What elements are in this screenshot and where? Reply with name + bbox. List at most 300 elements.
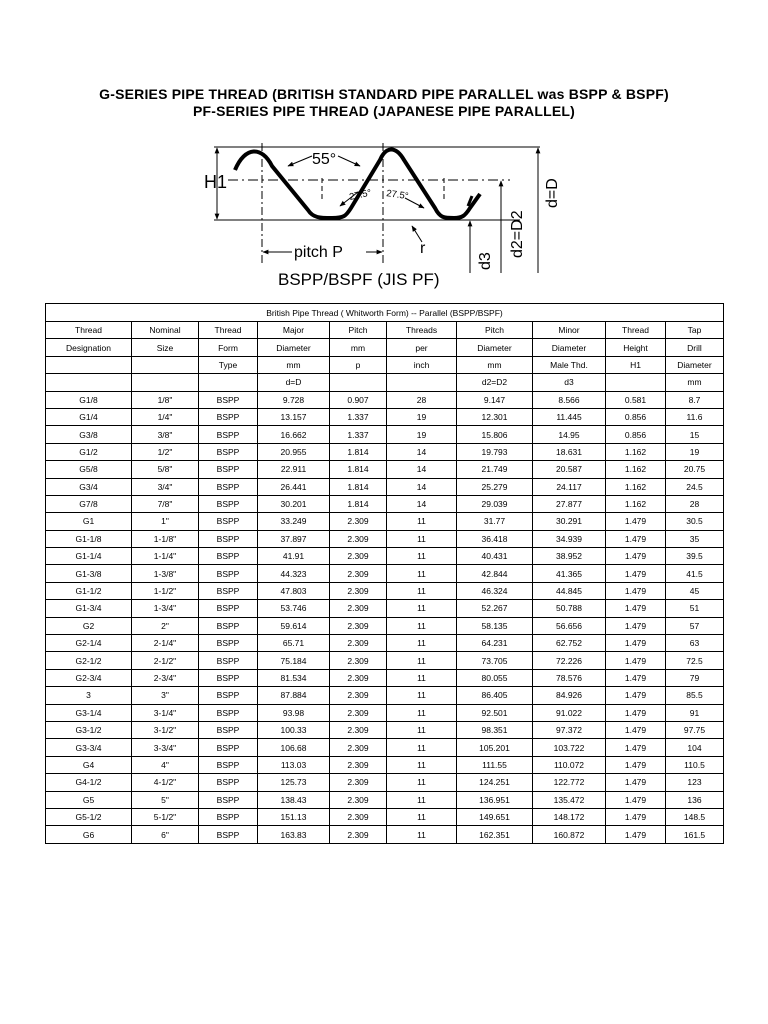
table-cell: 11 [387,600,457,617]
table-cell: 11.445 [533,408,606,425]
table-cell: 1.479 [606,808,666,825]
table-cell: 1.814 [330,478,387,495]
table-header-cell: mm [258,356,330,373]
table-header-cell: Pitch [457,322,533,339]
table-cell: BSPP [199,408,258,425]
table-cell: G3-3/4 [46,739,132,756]
table-cell: 37.897 [258,530,330,547]
pitch-label: pitch P [294,244,343,261]
table-cell: 53.746 [258,600,330,617]
table-header-cell [387,374,457,391]
table-cell: G2 [46,617,132,634]
table-cell: 30.5 [666,513,724,530]
table-row [46,391,724,408]
table-header-row [46,374,724,391]
table-cell: 19 [666,443,724,460]
table-header-cell [132,374,199,391]
table-cell: 8.566 [533,391,606,408]
table-cell: BSPP [199,582,258,599]
table-cell: 149.651 [457,808,533,825]
table-row [46,704,724,721]
table-cell: 64.231 [457,635,533,652]
table-cell: 125.73 [258,774,330,791]
table-cell: 1.479 [606,774,666,791]
table-row [46,739,724,756]
table-cell: BSPP [199,565,258,582]
document-titles [0,86,768,120]
table-cell: 22.911 [258,461,330,478]
table-cell: 11 [387,565,457,582]
table-cell: G1-1/2 [46,582,132,599]
table-cell: 14 [387,443,457,460]
table-row [46,495,724,512]
table-cell: G1-3/8 [46,565,132,582]
table-cell: 14 [387,461,457,478]
table-cell: 33.249 [258,513,330,530]
table-cell: G4 [46,756,132,773]
table-cell: 13.157 [258,408,330,425]
table-cell: 1.479 [606,513,666,530]
table-cell: 1.479 [606,565,666,582]
table-cell: 30.291 [533,513,606,530]
table-header-cell: Diameter [258,339,330,356]
table-cell: 21.749 [457,461,533,478]
table-cell: 1.479 [606,669,666,686]
table-cell: G7/8 [46,495,132,512]
table-cell: BSPP [199,756,258,773]
table-cell: G1-1/8 [46,530,132,547]
table-cell: 2.309 [330,704,387,721]
table-cell: 2-3/4" [132,669,199,686]
table-cell: G2-1/4 [46,635,132,652]
table-cell: 0.856 [606,408,666,425]
table-cell: 25.279 [457,478,533,495]
table-cell: BSPP [199,530,258,547]
table-cell: 2.309 [330,635,387,652]
table-row [46,443,724,460]
table-cell: BSPP [199,548,258,565]
table-cell: 3-1/2" [132,721,199,738]
table-cell: 19 [387,408,457,425]
table-cell: 85.5 [666,687,724,704]
table-cell: 1-1/8" [132,530,199,547]
table-cell: 1.814 [330,495,387,512]
table-cell: 103.722 [533,739,606,756]
table-cell: 1-1/4" [132,548,199,565]
table-cell: 2.309 [330,652,387,669]
table-cell: 11 [387,756,457,773]
table-cell: 59.614 [258,617,330,634]
table-cell: 151.13 [258,808,330,825]
table-row [46,617,724,634]
table-header-cell: Drill [666,339,724,356]
table-cell: 8.7 [666,391,724,408]
table-cell: G2-1/2 [46,652,132,669]
table-cell: BSPP [199,791,258,808]
table-cell: BSPP [199,617,258,634]
table-cell: 2.309 [330,774,387,791]
table-cell: 14 [387,495,457,512]
table-cell: 4-1/2" [132,774,199,791]
table-cell: 11 [387,791,457,808]
table-cell: 97.75 [666,721,724,738]
table-cell: 1.479 [606,687,666,704]
table-header-cell: Threads [387,322,457,339]
table-cell: 5/8" [132,461,199,478]
table-cell: 2.309 [330,530,387,547]
table-cell: 0.856 [606,426,666,443]
table-cell: 20.75 [666,461,724,478]
table-row [46,408,724,425]
table-header-row [46,339,724,356]
table-cell: BSPP [199,826,258,843]
table-cell: 92.501 [457,704,533,721]
table-cell: 3" [132,687,199,704]
table-cell: 50.788 [533,600,606,617]
table-cell: BSPP [199,426,258,443]
thread-profile-line [235,150,480,219]
table-cell: 78.576 [533,669,606,686]
table-cell: 113.03 [258,756,330,773]
table-cell: BSPP [199,669,258,686]
table-cell: 27.877 [533,495,606,512]
table-cell: 1/8" [132,391,199,408]
table-cell: 79 [666,669,724,686]
table-cell: 2.309 [330,808,387,825]
table-cell: 1.479 [606,704,666,721]
table-cell: 42.844 [457,565,533,582]
table-cell: BSPP [199,739,258,756]
table-cell: 26.441 [258,478,330,495]
table-cell: 29.039 [457,495,533,512]
table-header-cell: Thread [199,322,258,339]
table-cell: BSPP [199,600,258,617]
table-cell: G3-1/4 [46,704,132,721]
half-angle-right-label: 27.5° [385,188,410,203]
table-cell: 1.814 [330,461,387,478]
table-cell: 9.728 [258,391,330,408]
table-cell: 44.845 [533,582,606,599]
table-row [46,565,724,582]
table-cell: G1-3/4 [46,600,132,617]
d3-label: d3 [477,252,494,270]
table-cell: BSPP [199,461,258,478]
table-cell: 2.309 [330,669,387,686]
table-cell: 3/8" [132,426,199,443]
table-cell: 1.479 [606,617,666,634]
table-cell: 11 [387,739,457,756]
table-cell: G5-1/2 [46,808,132,825]
table-cell: 11 [387,669,457,686]
table-cell: BSPP [199,635,258,652]
table-cell: 1.337 [330,408,387,425]
table-cell: 5" [132,791,199,808]
table-cell: 2.309 [330,739,387,756]
table-header-cell: mm [330,339,387,356]
table-cell: 1.479 [606,635,666,652]
table-cell: 2.309 [330,826,387,843]
table-cell: 105.201 [457,739,533,756]
table-cell: G5/8 [46,461,132,478]
figure-caption: BSPP/BSPF (JIS PF) [278,270,440,289]
table-cell: 148.5 [666,808,724,825]
table-row [46,426,724,443]
table-row [46,600,724,617]
table-cell: 31.77 [457,513,533,530]
table-header-cell: Height [606,339,666,356]
table-cell: BSPP [199,478,258,495]
table-header-cell: Designation [46,339,132,356]
table-row [46,687,724,704]
table-cell: 12.301 [457,408,533,425]
table-header-cell: Nominal [132,322,199,339]
table-header-cell: Size [132,339,199,356]
table-cell: BSPP [199,391,258,408]
table-cell: 41.365 [533,565,606,582]
table-cell: 2.309 [330,513,387,530]
table-cell: G2-3/4 [46,669,132,686]
table-cell: 20.587 [533,461,606,478]
table-cell: 58.135 [457,617,533,634]
table-cell: 162.351 [457,826,533,843]
table-cell: 110.072 [533,756,606,773]
table-cell: 11 [387,582,457,599]
table-cell: 2.309 [330,756,387,773]
table-cell: 72.226 [533,652,606,669]
table-row [46,808,724,825]
table-cell: 65.71 [258,635,330,652]
table-cell: 1.162 [606,478,666,495]
table-cell: 87.884 [258,687,330,704]
table-cell: 35 [666,530,724,547]
table-cell: 135.472 [533,791,606,808]
table-cell: 11 [387,548,457,565]
table-cell: 11 [387,617,457,634]
table-row [46,582,724,599]
table-cell: 3 [46,687,132,704]
table-header-cell: mm [457,356,533,373]
table-cell: 1.479 [606,582,666,599]
table-cell: 40.431 [457,548,533,565]
table-cell: 2" [132,617,199,634]
table-cell: 11 [387,652,457,669]
table-cell: G1 [46,513,132,530]
table-row [46,721,724,738]
table-cell: 34.939 [533,530,606,547]
table-header-cell: Diameter [457,339,533,356]
table-cell: 84.926 [533,687,606,704]
table-header-cell: p [330,356,387,373]
table-cell: 57 [666,617,724,634]
table-cell: 52.267 [457,600,533,617]
table-header-cell [606,374,666,391]
table-cell: 11 [387,704,457,721]
d-label: d=D [544,178,561,208]
table-cell: 80.055 [457,669,533,686]
table-header-row [46,322,724,339]
table-cell: 44.323 [258,565,330,582]
table-cell: 11 [387,530,457,547]
table-header-cell [46,374,132,391]
table-cell: 1.162 [606,495,666,512]
table-cell: G1/4 [46,408,132,425]
table-cell: 11 [387,774,457,791]
table-cell: BSPP [199,808,258,825]
table-cell: 0.581 [606,391,666,408]
d2-label: d2=D2 [509,210,526,258]
table-cell: BSPP [199,443,258,460]
table-cell: 2.309 [330,721,387,738]
table-cell: BSPP [199,774,258,791]
table-row [46,530,724,547]
table-row [46,774,724,791]
table-cell: 39.5 [666,548,724,565]
table-caption: British Pipe Thread ( Whitworth Form) -- Parallel (BSPP/BSPF) [46,304,724,322]
table-cell: 1/4" [132,408,199,425]
table-cell: 11 [387,808,457,825]
r-label: r [420,240,426,257]
table-header-cell: per [387,339,457,356]
table-cell: 41.5 [666,565,724,582]
table-cell: 86.405 [457,687,533,704]
table-row [46,513,724,530]
table-cell: BSPP [199,652,258,669]
h1-label: H1 [204,172,228,192]
table-cell: 16.662 [258,426,330,443]
table-cell: BSPP [199,513,258,530]
table-header-cell [132,356,199,373]
table-cell: 14.95 [533,426,606,443]
table-cell: 2.309 [330,791,387,808]
table-header-cell: Type [199,356,258,373]
table-header-cell: Tap [666,322,724,339]
table-cell: 1/2" [132,443,199,460]
table-cell: 2.309 [330,600,387,617]
table-cell: 2-1/2" [132,652,199,669]
table-cell: G3/8 [46,426,132,443]
table-header-cell: Thread [46,322,132,339]
table-cell: 19 [387,426,457,443]
table-header-cell: H1 [606,356,666,373]
table-cell: 38.952 [533,548,606,565]
table-row [46,461,724,478]
title-line-1: G-SERIES PIPE THREAD (BRITISH STANDARD PIPE PARALLEL was BSPP & BSPF) [99,86,669,102]
table-cell: 36.418 [457,530,533,547]
thread-table-wrapper [45,303,723,844]
table-cell: 28 [387,391,457,408]
table-cell: 63 [666,635,724,652]
table-cell: 110.5 [666,756,724,773]
table-cell: BSPP [199,704,258,721]
table-cell: 15.806 [457,426,533,443]
table-header-cell: Diameter [533,339,606,356]
table-cell: 75.184 [258,652,330,669]
table-cell: 1.479 [606,548,666,565]
table-cell: 161.5 [666,826,724,843]
table-cell: 1" [132,513,199,530]
table-row [46,652,724,669]
table-cell: 1.479 [606,791,666,808]
table-header-cell [46,356,132,373]
table-cell: 2-1/4" [132,635,199,652]
table-cell: G5 [46,791,132,808]
table-cell: 6" [132,826,199,843]
table-cell: 2.309 [330,687,387,704]
table-cell: 91 [666,704,724,721]
table-cell: 5-1/2" [132,808,199,825]
table-header-cell [330,374,387,391]
table-cell: 11 [387,635,457,652]
table-cell: 1.479 [606,600,666,617]
table-cell: 3-1/4" [132,704,199,721]
table-cell: 122.772 [533,774,606,791]
table-cell: 62.752 [533,635,606,652]
table-cell: 11 [387,826,457,843]
table-cell: 1-1/2" [132,582,199,599]
table-cell: 136 [666,791,724,808]
table-cell: 91.022 [533,704,606,721]
table-cell: 1-3/4" [132,600,199,617]
table-cell: 28 [666,495,724,512]
table-cell: 81.534 [258,669,330,686]
table-cell: 1.479 [606,826,666,843]
table-cell: 163.83 [258,826,330,843]
table-header-cell: Minor [533,322,606,339]
table-cell: 56.656 [533,617,606,634]
table-cell: 138.43 [258,791,330,808]
table-header-cell: d3 [533,374,606,391]
table-cell: 2.309 [330,565,387,582]
table-cell: 72.5 [666,652,724,669]
table-cell: 148.172 [533,808,606,825]
table-cell: G3-1/2 [46,721,132,738]
table-cell: 46.324 [457,582,533,599]
table-row [46,669,724,686]
table-cell: 11 [387,513,457,530]
table-cell: 11 [387,721,457,738]
table-cell: G3/4 [46,478,132,495]
table-cell: 19.793 [457,443,533,460]
table-cell: 24.5 [666,478,724,495]
table-cell: 0.907 [330,391,387,408]
table-cell: 111.55 [457,756,533,773]
table-cell: 20.955 [258,443,330,460]
table-cell: 136.951 [457,791,533,808]
table-header-cell: d2=D2 [457,374,533,391]
table-cell: G4-1/2 [46,774,132,791]
table-header-cell: Pitch [330,322,387,339]
table-cell: 1.479 [606,739,666,756]
table-cell: 11 [387,687,457,704]
table-cell: 51 [666,600,724,617]
table-cell: 18.631 [533,443,606,460]
angle-55-label: 55° [312,151,337,168]
table-cell: G1/2 [46,443,132,460]
table-cell: G1/8 [46,391,132,408]
title-line-2: PF-SERIES PIPE THREAD (JAPANESE PIPE PARALLEL) [192,103,576,119]
table-row [46,791,724,808]
table-header-cell: mm [666,374,724,391]
table-cell: 2.309 [330,548,387,565]
table-row [46,548,724,565]
thread-table [45,303,724,844]
table-row [46,826,724,843]
table-cell: 7/8" [132,495,199,512]
table-cell: 1-3/8" [132,565,199,582]
table-header-cell: Form [199,339,258,356]
table-cell: 1.479 [606,721,666,738]
table-header-cell: Diameter [666,356,724,373]
